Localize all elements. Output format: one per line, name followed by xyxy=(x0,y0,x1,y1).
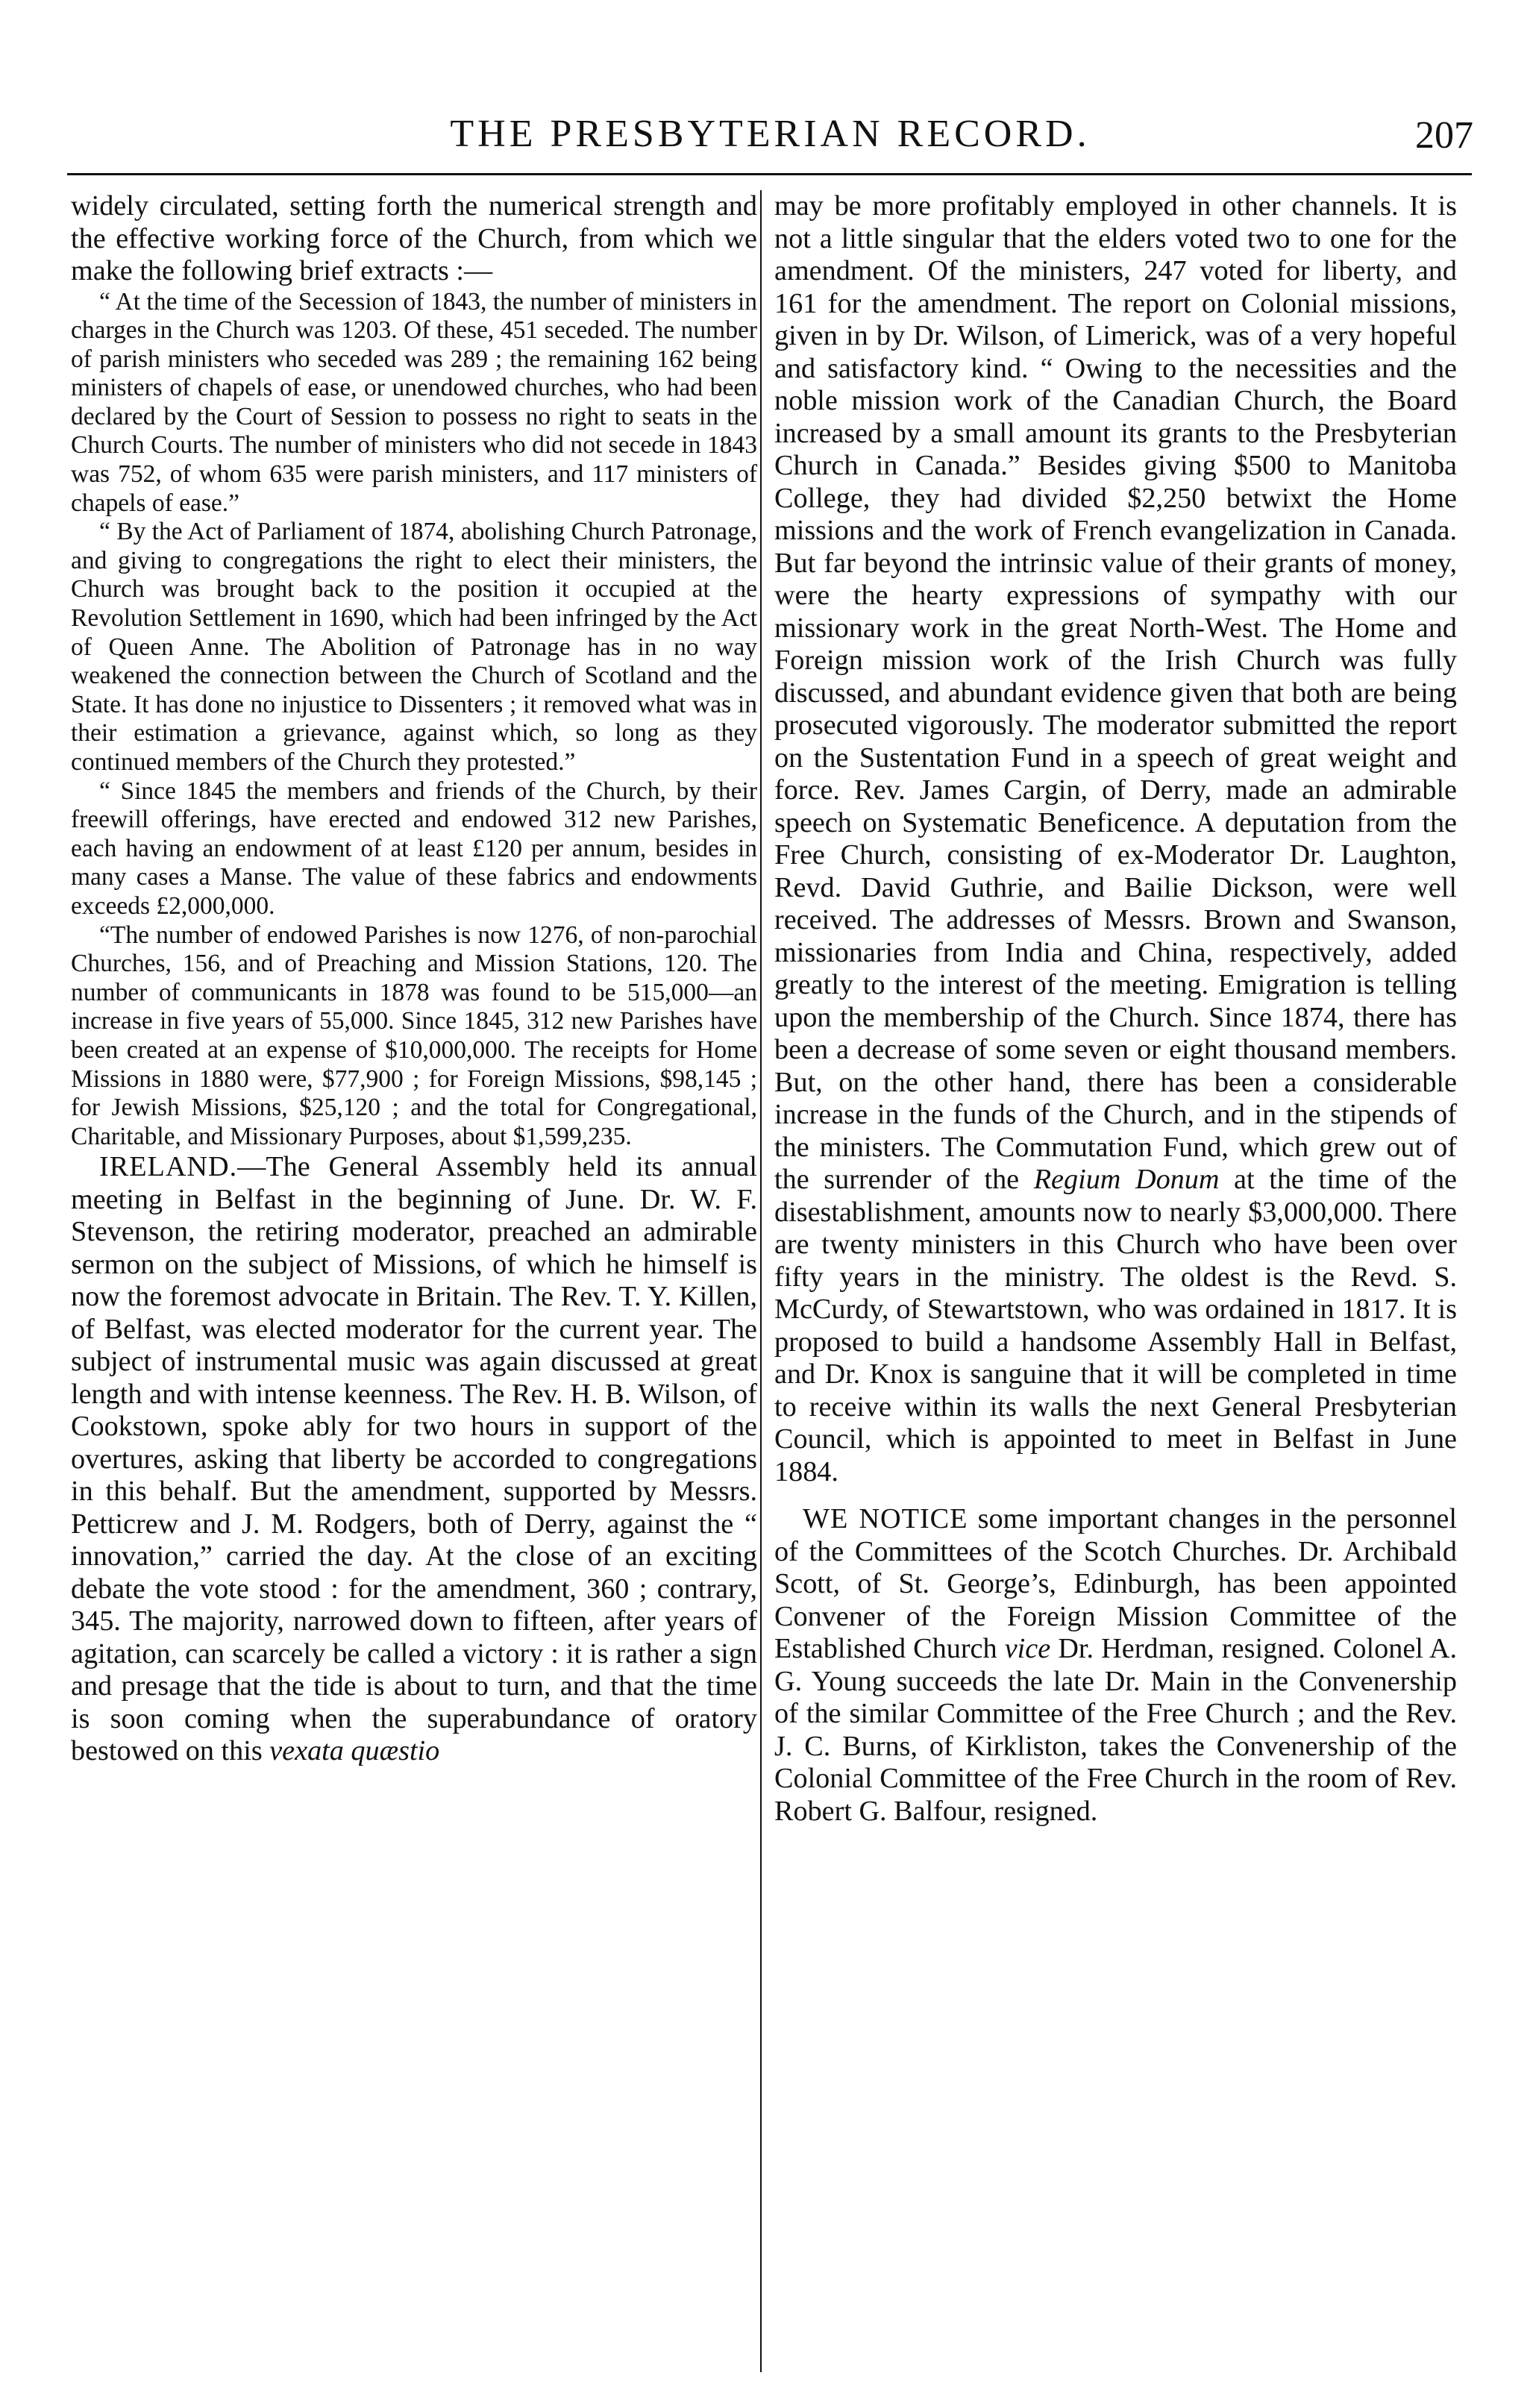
ireland-continued-text: may be more profitably employed in other channels. It is not a little singular that the elders voted two to one for the amendment. Of the ministers, 247 voted for liberty, and 161 for the amendment. The report on Colonial missions, given in by Dr. Wilson, of Limerick, was of a very hopeful and satisfactory kind. “ Owing to the necessities and the noble mission work of the Canadian Church, the Board increased by a small amount its grants to the Presbyterian Church in Canada.” Besides giving $500 to Manitoba College, they had divided $2,250 betwixt the Home missions and the work of French evangelization in Canada. But far beyond the intrinsic value of their grants of money, were the hearty expressions of sympathy with our missionary work in the great North-West. The Home and Foreign mission work of the Irish Church was fully discussed, and abundant evidence given that both are being prosecuted vigorously. The moderator submitted the report on the Sustentation Fund in a speech of great weight and force. Rev. James Cargin, of Derry, made an admirable speech on Systematic Beneficence. A deputation from the Free Church, consisting of ex-Moderator Dr. Laughton, Revd. David Guthrie, and Bailie Dickson, were well received. The addresses of Messrs. Brown and Swanson, missionaries from India and China, respectively, added greatly to the interest of the meeting. Emigration is telling upon the membership of the Church. Since 1874, there has been a decrease of some seven or eight thousand members. But, on the other hand, there has been a considerable increase in the funds of the Church, and in the stipends of the ministers. The Commutation Fund, which grew out of the surrender of the xyxy=(774,190,1457,1195)
running-head xyxy=(67,112,1473,164)
ireland-continued-paragraph xyxy=(774,190,1457,1488)
ireland-paragraph xyxy=(71,1151,757,1768)
header-rule xyxy=(67,173,1472,175)
notice-text: some important changes in the personnel of the Committees of the Scotch Churches. Dr. Archibald Scott, of St. George’s, Edinburgh, has been appointed Convener of the Foreign Mission Committee of the Established Church xyxy=(774,1503,1457,1664)
notice-paragraph xyxy=(774,1503,1457,1828)
notice-italic: vice xyxy=(1004,1633,1051,1664)
quote-secession: “ At the time of the Secession of 1843, the number of ministers in charges in the Church was 1203. Of these, 451 seceded. The number of parish ministers who seceded was 289 ; the remaining 162 being ministers of chapels of ease, or unendowed churches, who had been declared by the Court of Session to possess no right to seats in the Church Courts. The number of ministers who did not secede in 1843 was 752, of whom 635 were parish ministers, and 117 ministers of chapels of ease.” xyxy=(71,287,757,517)
quote-patronage: “ By the Act of Parliament of 1874, abolishing Church Patronage, and giving to congregations the right to elect their ministers, the Church was brought back to the position it occupied at the Revolution Settlement in 1690, which had been infringed by the Act of Queen Anne. The Abolition of Patronage has in no way weakened the connection between the Church of Scotland and the State. It has done no injustice to Dissenters ; it removed what was in their estimation a grievance, against which, so long as they continued members of the Church they protested.” xyxy=(71,518,757,776)
column-divider xyxy=(760,190,762,2372)
right-column xyxy=(774,190,1457,1828)
running-title: THE PRESBYTERIAN RECORD. xyxy=(450,113,1091,155)
page-number: 207 xyxy=(1415,114,1473,157)
ireland-italic: vexata quæstio xyxy=(269,1735,440,1767)
ireland-lead: IRELAND. xyxy=(99,1151,238,1183)
left-column xyxy=(71,190,757,1768)
regium-donum: Regium Donum xyxy=(1033,1164,1220,1195)
intro-paragraph: widely circulated, setting forth the numerical strength and the effective working force of the Church, from which we make the following brief extracts :— xyxy=(71,190,757,286)
ireland-continued-text-end: at the time of the disestablishment, amounts now to nearly $3,000,000. There are twenty ministers in this Church who have been over fifty years in the ministry. The oldest is the Revd. S. McCurdy, of Stewartstown, who was ordained in 1817. It is proposed to build a handsome Assembly Hall in Belfast, and Dr. Knox is sanguine that it will be completed in time to receive within its walls the next General Presbyterian Council, which is appointed to meet in Belfast in June 1884. xyxy=(774,1164,1458,1487)
ireland-text: —The General Assembly held its annual meeting in Belfast in the beginning of June. Dr. W. F. Stevenson, the retiring moderator, preached an admirable sermon on the subject of Missions, of which he himself is now the foremost advocate in Britain. The Rev. T. Y. Killen, of Belfast, was elected moderator for the current year. The subject of instrumental music was again discussed at great length and with intense keenness. The Rev. H. B. Wilson, of Cookstown, spoke ably for two hours in support of the overtures, asking that liberty be accorded to congregations in this behalf. But the amendment, supported by Messrs. Petticrew and J. M. Rodgers, both of Derry, against the “ innovation,” carried the day. At the close of an exciting debate the vote stood : for the amendment, 360 ; contrary, 345. The majority, narrowed down to fifteen, after years of agitation, can scarcely be called a victory : it is rather a sign and presage that the tide is about to turn, and that the time is soon coming when the superabundance of oratory bestowed on this xyxy=(71,1151,757,1767)
notice-lead: WE NOTICE xyxy=(803,1503,968,1534)
notice-text-end: Dr. Herdman, resigned. Colonel A. G. Young succeeds the late Dr. Main in the Convenership of the similar Committee of the Free Church ; and the Rev. J. C. Burns, of Kirkliston, takes the Convenership of the Colonial Committee of the Free Church in the room of Rev. Robert G. Balfour, resigned. xyxy=(774,1633,1458,1827)
quote-new-parishes: “ Since 1845 the members and friends of the Church, by their freewill offerings, have erected and endowed 312 new Parishes, each having an endowment of at least £120 per annum, besides in many cases a Manse. The value of these fabrics and endowments exceeds £2,000,000. xyxy=(71,777,757,920)
quote-endowed-parishes: “The number of endowed Parishes is now 1276, of non-parochial Churches, 156, and of Preaching and Mission Stations, 120. The number of communicants in 1878 was found to be 515,000—an increase in five years of 55,000. Since 1845, 312 new Parishes have been created at an expense of $10,000,000. The receipts for Home Missions in 1880 were, $77,900 ; for Foreign Missions, $98,145 ; for Jewish Missions, $25,120 ; and the total for Congregational, Charitable, and Missionary Purposes, about $1,599,235. xyxy=(71,921,757,1150)
